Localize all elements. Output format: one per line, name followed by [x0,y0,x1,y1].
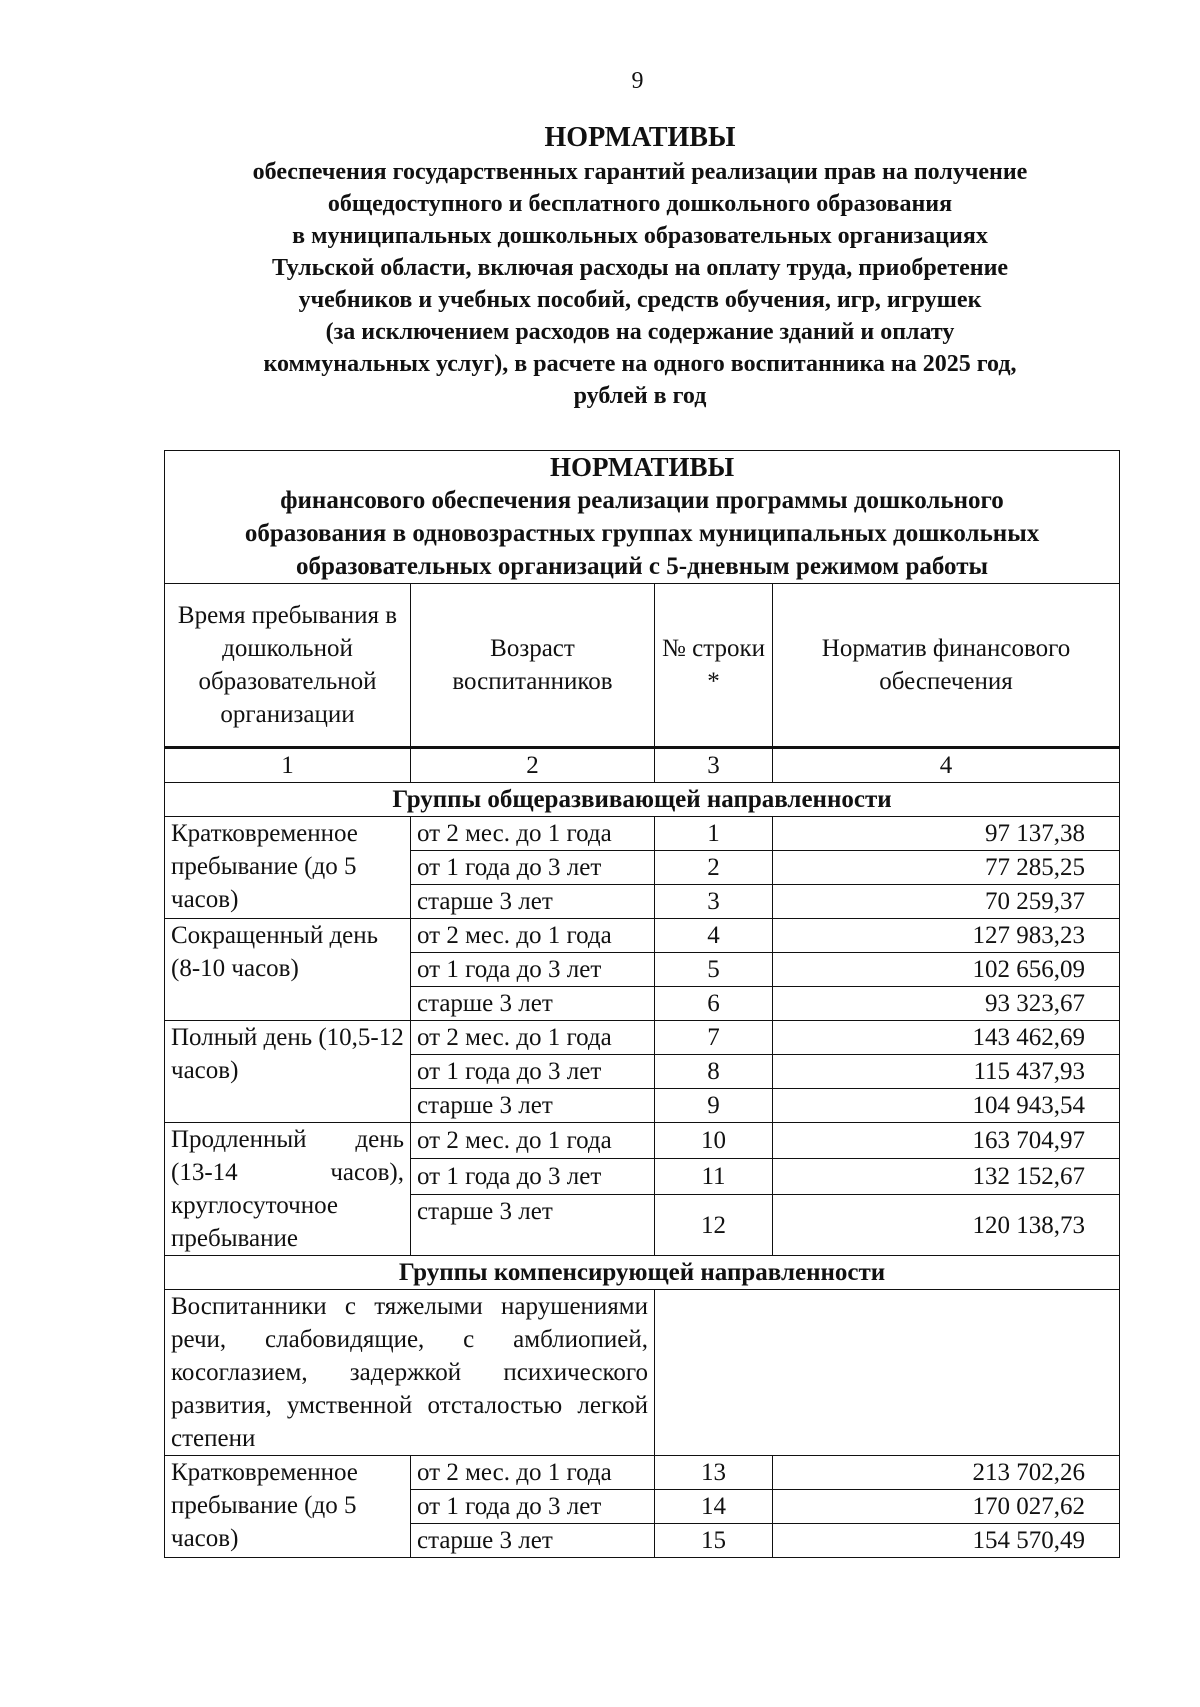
normative-value-cell: 127 983,23 [773,919,1120,953]
normative-value-cell: 132 152,67 [773,1159,1120,1195]
row-number-cell: 9 [655,1089,773,1123]
heading-line: рублей в год [573,383,707,409]
heading-line: обеспечения государственных гарантий реализации прав на получение [252,159,1028,185]
stay-cell: Полный день (10,5-12 часов) [165,1021,411,1123]
age-cell: старше 3 лет [411,1524,655,1558]
heading-line: учебников и учебных пособий, средств обучения, игр, игрушек [298,287,982,313]
age-cell: от 2 мес. до 1 года [411,1021,655,1055]
row-number-cell: 6 [655,987,773,1021]
document-heading [120,122,1160,412]
normative-value-cell: 170 027,62 [773,1490,1120,1524]
age-cell: от 1 года до 3 лет [411,851,655,885]
empty-cell [655,1290,1120,1456]
row-number-cell: 12 [655,1195,773,1256]
table-subtitle-line: образовательных организаций с 5-дневным режимом работы [296,553,989,580]
row-number-cell: 15 [655,1524,773,1558]
column-number: 4 [773,748,1120,783]
stay-cell: Продленный день (13-14 часов), круглосуточное пребывание [165,1123,411,1256]
heading-line: (за исключением расходов на содержание зданий и оплату [325,319,955,345]
row-number-cell: 13 [655,1456,773,1490]
normative-value-cell: 97 137,38 [773,817,1120,851]
stay-cell: Сокращенный день (8-10 часов) [165,919,411,1021]
column-header-stay: Время пребывания в дошкольной образовательной организации [165,584,411,748]
normative-value-cell: 93 323,67 [773,987,1120,1021]
normative-value-cell: 213 702,26 [773,1456,1120,1490]
age-cell: от 2 мес. до 1 года [411,817,655,851]
page-number: 9 [631,68,644,94]
age-cell: старше 3 лет [411,1089,655,1123]
age-cell: от 2 мес. до 1 года [411,919,655,953]
heading-line: коммунальных услуг), в расчете на одного воспитанника на 2025 год, [263,351,1017,377]
row-number-cell: 11 [655,1159,773,1195]
column-number: 1 [165,748,411,783]
column-header-age: Возраст воспитанников [411,584,655,748]
table-title: НОРМАТИВЫ [549,452,735,482]
column-header-normative: Норматив финансового обеспечения [773,584,1120,748]
age-cell: от 1 года до 3 лет [411,1055,655,1089]
section-heading: Группы компенсирующей направленности [165,1256,1120,1290]
age-cell: от 2 мес. до 1 года [411,1123,655,1159]
table-subtitle-line: финансового обеспечения реализации программы дошкольного [280,487,1004,514]
column-number: 3 [655,748,773,783]
stay-cell: Кратковременное пребывание (до 5 часов) [165,817,411,919]
heading-title: НОРМАТИВЫ [544,122,736,153]
heading-line: Тульской области, включая расходы на оплату труда, приобретение [271,255,1009,281]
heading-line: общедоступного и бесплатного дошкольного образования [327,191,953,217]
row-number-cell: 10 [655,1123,773,1159]
normative-value-cell: 115 437,93 [773,1055,1120,1089]
table-subtitle-line: образования в одновозрастных группах муниципальных дошкольных [244,520,1040,547]
column-header-row-number: № строки * [655,584,773,748]
normative-value-cell: 104 943,54 [773,1089,1120,1123]
normative-value-cell: 102 656,09 [773,953,1120,987]
normatives-table [164,450,1120,1558]
normative-value-cell: 163 704,97 [773,1123,1120,1159]
heading-line: в муниципальных дошкольных образовательных организациях [292,223,988,249]
row-number-cell: 8 [655,1055,773,1089]
normative-value-cell: 77 285,25 [773,851,1120,885]
row-number-cell: 14 [655,1490,773,1524]
category-note-cell: Воспитанники с тяжелыми нарушениями речи, слабовидящие, с амблиопией, косоглазием, задержкой психического развития, умственной отсталостью легкой степени [165,1290,655,1456]
normative-value-cell: 70 259,37 [773,885,1120,919]
age-cell: старше 3 лет [411,987,655,1021]
age-cell: старше 3 лет [411,1195,655,1256]
row-number-cell: 2 [655,851,773,885]
section-heading: Группы общеразвивающей направленности [165,783,1120,817]
row-number-cell: 3 [655,885,773,919]
age-cell: от 1 года до 3 лет [411,953,655,987]
age-cell: от 1 года до 3 лет [411,1159,655,1195]
row-number-cell: 4 [655,919,773,953]
row-number-cell: 5 [655,953,773,987]
age-cell: от 1 года до 3 лет [411,1490,655,1524]
table-title-cell [165,451,1120,584]
row-number-cell: 7 [655,1021,773,1055]
row-number-cell: 1 [655,817,773,851]
normative-value-cell: 143 462,69 [773,1021,1120,1055]
normative-value-cell: 154 570,49 [773,1524,1120,1558]
stay-cell: Кратковременное пребывание (до 5 часов) [165,1456,411,1558]
normative-value-cell: 120 138,73 [773,1195,1120,1256]
age-cell: от 2 мес. до 1 года [411,1456,655,1490]
column-number: 2 [411,748,655,783]
age-cell: старше 3 лет [411,885,655,919]
